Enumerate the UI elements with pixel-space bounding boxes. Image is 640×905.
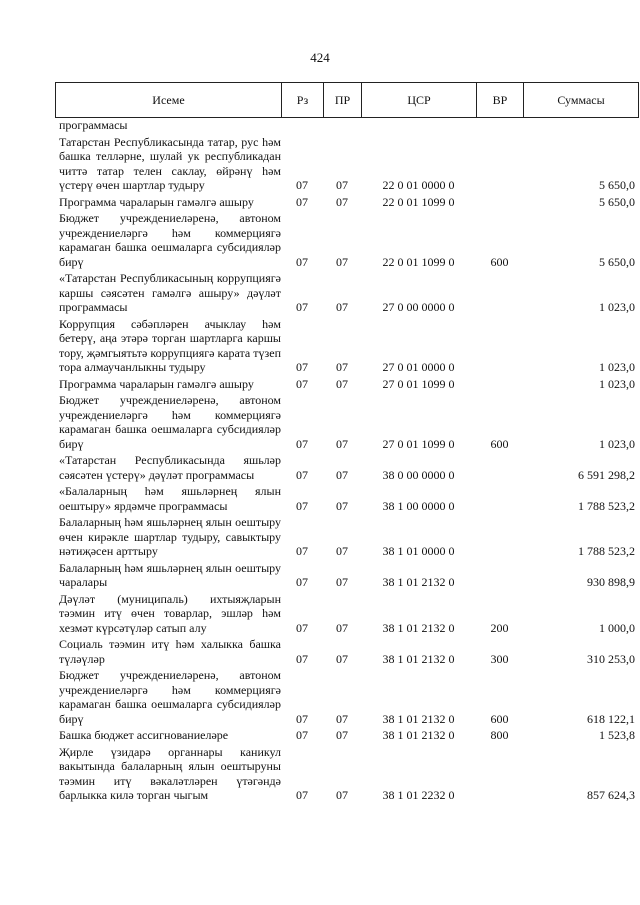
row-sum [523,118,638,135]
row-vr [476,135,523,195]
row-rz: 07 [296,575,308,589]
row-pr: 07 [336,300,348,314]
row-pr: 07 [336,651,348,666]
row-vr: 600 [490,711,509,726]
row-rz: 07 [296,178,308,192]
row-sum: 930 898,9 [587,575,635,589]
row-pr: 07 [336,575,348,589]
row-csr: 27 0 01 1099 0 [382,376,455,391]
row-name: Программа чараларын гамәлгә ашыру [59,376,254,391]
budget-table [55,118,638,805]
row-csr: 22 0 01 1099 0 [382,194,455,209]
row-sum: 5 650,0 [599,178,635,192]
row-sum: 1 023,0 [599,376,635,391]
row-csr: 38 1 01 2132 0 [382,728,455,742]
row-name: Бюджет учреждениеләренә, автоном учреждениеләргә һәм коммерциягә карамаган башка оешмаларга субсидияләр бирү [59,668,281,726]
row-pr: 07 [336,620,348,635]
row-vr [476,484,523,515]
row-name: Социаль тәэмин итү һәм халыкка башка түләүләр [59,637,281,666]
row-rz: 07 [296,360,308,374]
row-name: Дәүләт (муниципаль) ихтыяҗларын тәэмин итү өчен товарлар, эшләр һәм хезмәт күрсәтүләр сатып алу [59,591,281,635]
row-name: «Татарстан Республикасында яшьләр сәясәтен үстерү» дәүләт программасы [59,453,281,482]
row-pr: 07 [336,467,348,482]
row-rz: 07 [296,376,308,391]
row-csr: 38 1 01 2132 0 [382,620,455,635]
row-sum: 6 591 298,2 [578,467,635,482]
row-vr [476,195,523,212]
row-name: Программа чараларын гамәлгә ашыру [59,194,254,209]
row-vr [476,515,523,561]
row-pr: 07 [336,254,348,269]
row-rz: 07 [296,254,308,269]
row-csr: 38 1 01 2132 0 [382,575,455,589]
row-vr: 300 [490,651,509,666]
row-vr [476,453,523,484]
row-csr: 27 0 00 0000 0 [382,300,455,314]
row-pr: 07 [336,178,348,192]
row-name: «Татарстан Республикасының коррупциягә каршы сәясәтен гамәлгә ашыру» дәүләт программасы [59,271,281,314]
row-sum: 310 253,0 [587,651,635,666]
row-csr: 38 1 01 0000 0 [382,544,455,558]
table-row [55,484,638,515]
row-vr [476,317,523,377]
row-csr: 22 0 01 0000 0 [382,178,455,192]
row-rz: 07 [296,711,308,726]
row-pr [323,118,361,135]
row-csr: 38 1 01 2132 0 [382,651,455,666]
table-row [55,195,638,212]
table-row [55,271,638,317]
row-csr: 38 1 00 0000 0 [382,498,455,513]
row-pr: 07 [336,194,348,209]
row-rz: 07 [296,300,308,314]
row-csr: 38 0 00 0000 0 [382,467,455,482]
row-name: Татарстан Республикасында татар, рус һәм башка телләрне, шулай ук республикадан читтә татар телен саклау, өйрәнү һәм үстерү өчен шартлар тудыру [59,134,281,192]
row-pr: 07 [336,436,348,451]
row-csr: 27 0 01 0000 0 [382,360,455,374]
row-pr: 07 [336,728,348,742]
table-row [55,211,638,271]
row-vr: 800 [490,728,509,742]
table-row [55,317,638,377]
table-row [55,728,638,745]
row-csr [361,118,476,135]
row-vr: 200 [490,620,509,635]
row-rz: 07 [296,436,308,451]
header-sum: Суммасы [524,83,639,118]
row-sum: 618 122,1 [587,711,635,726]
row-pr: 07 [336,544,348,558]
header-name: Исеме [56,83,282,118]
row-vr [476,745,523,805]
row-name: Бюджет учреждениеләренә, автоном учреждениеләргә һәм коммерциягә карамаган башка оешмаларга субсидияләр бирү [59,393,281,451]
table-row [55,118,638,135]
row-name: Бюджет учреждениеләренә, автоном учреждениеләргә һәм коммерциягә карамаган башка оешмаларга субсидияләр бирү [59,211,281,269]
row-vr [476,377,523,394]
row-sum: 857 624,3 [587,788,635,802]
row-rz: 07 [296,620,308,635]
row-sum: 1 023,0 [599,300,635,314]
header-rz: Рз [282,83,324,118]
table-row [55,393,638,453]
row-csr: 38 1 01 2232 0 [382,788,455,802]
row-sum: 1 023,0 [599,436,635,451]
row-csr: 27 0 01 1099 0 [382,436,455,451]
row-rz: 07 [296,651,308,666]
row-csr: 22 0 01 1099 0 [382,254,455,269]
header-csr: ЦСР [362,83,477,118]
row-vr [476,118,523,135]
header-pr: ПР [324,83,362,118]
row-sum: 1 788 523,2 [578,498,635,513]
row-csr: 38 1 01 2132 0 [382,711,455,726]
row-rz: 07 [296,728,308,742]
row-rz: 07 [296,194,308,209]
row-rz: 07 [296,788,308,802]
row-pr: 07 [336,788,348,802]
row-name: Җирле үзидарә органнары каникул вакытында балаларның ялын оештыруны тәэмин итү вәкаләтләрен үтәгәндә барлыкка килә торган чыгым [59,744,281,802]
row-rz: 07 [296,467,308,482]
row-sum: 5 650,0 [599,194,635,209]
row-sum: 1 788 523,2 [578,544,635,558]
table-row [55,561,638,592]
page-number: 424 [310,50,330,65]
table-header [55,82,639,118]
row-name: Балаларның һәм яшьләрнең ялын оештыру өчен кирәкле шартлар тудыру, савыктыру нәтиҗәсен арттыру [59,515,281,558]
row-rz: 07 [296,498,308,513]
row-rz [281,118,323,135]
row-sum: 1 000,0 [599,620,635,635]
row-pr: 07 [336,360,348,374]
row-name: Башка бюджет ассигнованиеләре [59,728,229,742]
row-vr [476,271,523,317]
row-pr: 07 [336,711,348,726]
table-row [55,377,638,394]
row-rz: 07 [296,544,308,558]
table-row [55,135,638,195]
table-row [55,668,638,728]
row-pr: 07 [336,376,348,391]
row-vr: 600 [490,254,509,269]
table-row [55,592,638,638]
row-vr: 600 [490,436,509,451]
row-sum: 1 023,0 [599,360,635,374]
table-row [55,453,638,484]
row-sum: 5 650,0 [599,254,635,269]
row-sum: 1 523,8 [599,728,635,742]
table-row [55,637,638,668]
row-pr: 07 [336,498,348,513]
row-name: Коррупция сәбәпләрен ачыклау һәм бетерү, аңа этәрә торган шартларга каршы тору, җәмгыятьтә коррупциягә карата түзеп тора алмаучанлыкны тудыру [59,316,281,374]
row-name: Балаларның һәм яшьләрнең ялын оештыру чаралары [59,560,281,589]
row-name: «Балаларның һәм яшьләрнең ялын оештыру» ярдәмче программасы [59,484,281,513]
table-row [55,745,638,805]
row-name: программасы [59,118,128,132]
header-vr: ВР [477,83,524,118]
table-row [55,515,638,561]
row-vr [476,561,523,592]
